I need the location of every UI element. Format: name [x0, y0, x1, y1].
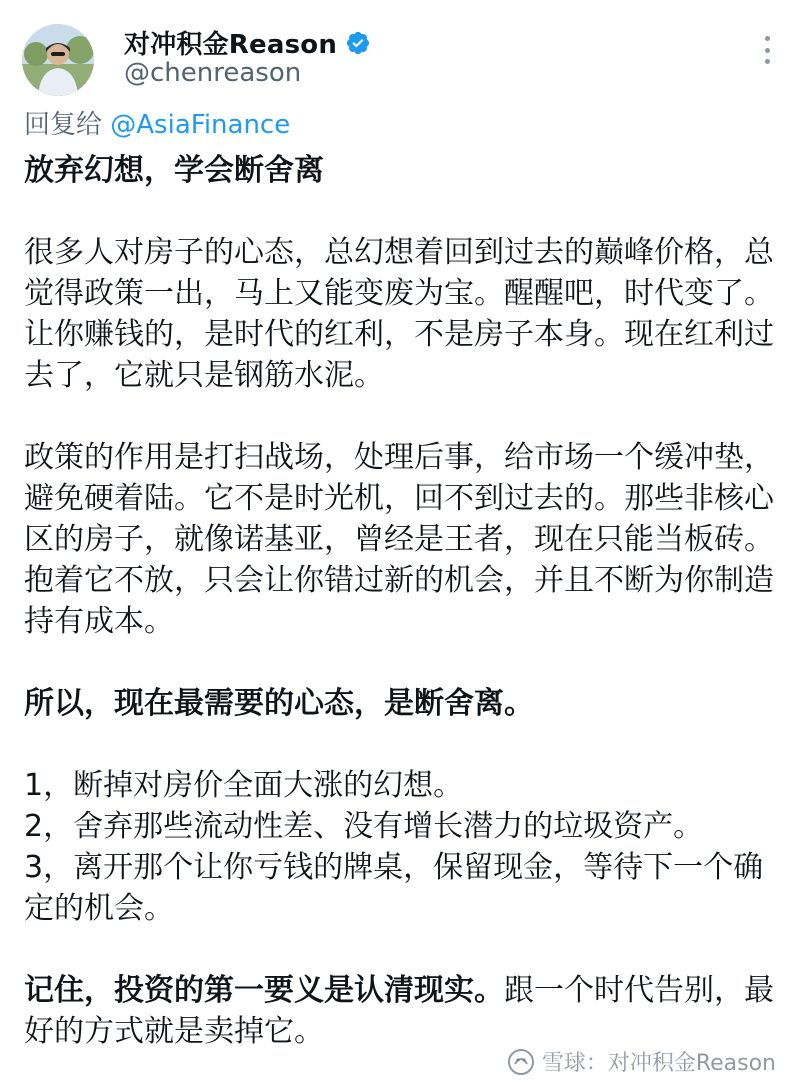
reply-prefix: 回复给 [24, 110, 111, 140]
tweet-body [24, 150, 776, 1052]
reply-mention-link[interactable]: @AsiaFinance [110, 110, 291, 140]
reply-context [24, 104, 290, 141]
tweet-header [22, 12, 782, 92]
more-options-icon[interactable] [754, 32, 780, 68]
verified-badge-icon [345, 30, 371, 56]
list-item: 3，离开那个让你亏钱的牌桌，保留现金，等待下一个确定的机会。 [24, 850, 764, 926]
person-photo-avatar [22, 24, 94, 96]
display-name-row [124, 24, 371, 61]
closing-rest: 跟一个时代告别，最好的方式就是卖掉它。 [24, 973, 774, 1049]
display-name[interactable]: 对冲积金Reason [124, 30, 338, 60]
post-paragraph-1: 很多人对房子的心态，总幻想着回到过去的巅峰价格，总觉得政策一出，马上又能变废为宝。醒醒吧，时代变了。让你赚钱的，是时代的红利，不是房子本身。现在红利过去了，它就只是钢筋水泥。 [24, 235, 774, 393]
post-paragraph-2: 政策的作用是打扫战场，处理后事，给市场一个缓冲垫，避免硬着陆。它不是时光机，回不到过去的。那些非核心区的房子，就像诺基亚，曾经是王者，现在只能当板砖。抱着它不放，只会让你错过新的机会，并且不断为你制造持有成本。 [24, 440, 774, 639]
post-heading-2: 所以，现在最需要的心态，是断舍离。 [24, 686, 534, 721]
user-handle[interactable]: @chenreason [124, 58, 302, 88]
watermark [506, 1046, 776, 1077]
xueqiu-snowball-icon [506, 1047, 536, 1077]
post-closing [24, 970, 776, 1052]
closing-bold: 记住，投资的第一要义是认清现实。 [24, 973, 504, 1008]
list-item: 2，舍弃那些流动性差、没有增长潜力的垃圾资产。 [24, 809, 704, 844]
list-item: 1，断掉对房价全面大涨的幻想。 [24, 768, 464, 803]
post-title: 放弃幻想，学会断舍离 [24, 153, 324, 188]
avatar[interactable] [22, 24, 94, 96]
watermark-text: 雪球：对冲积金Reason [541, 1051, 776, 1076]
